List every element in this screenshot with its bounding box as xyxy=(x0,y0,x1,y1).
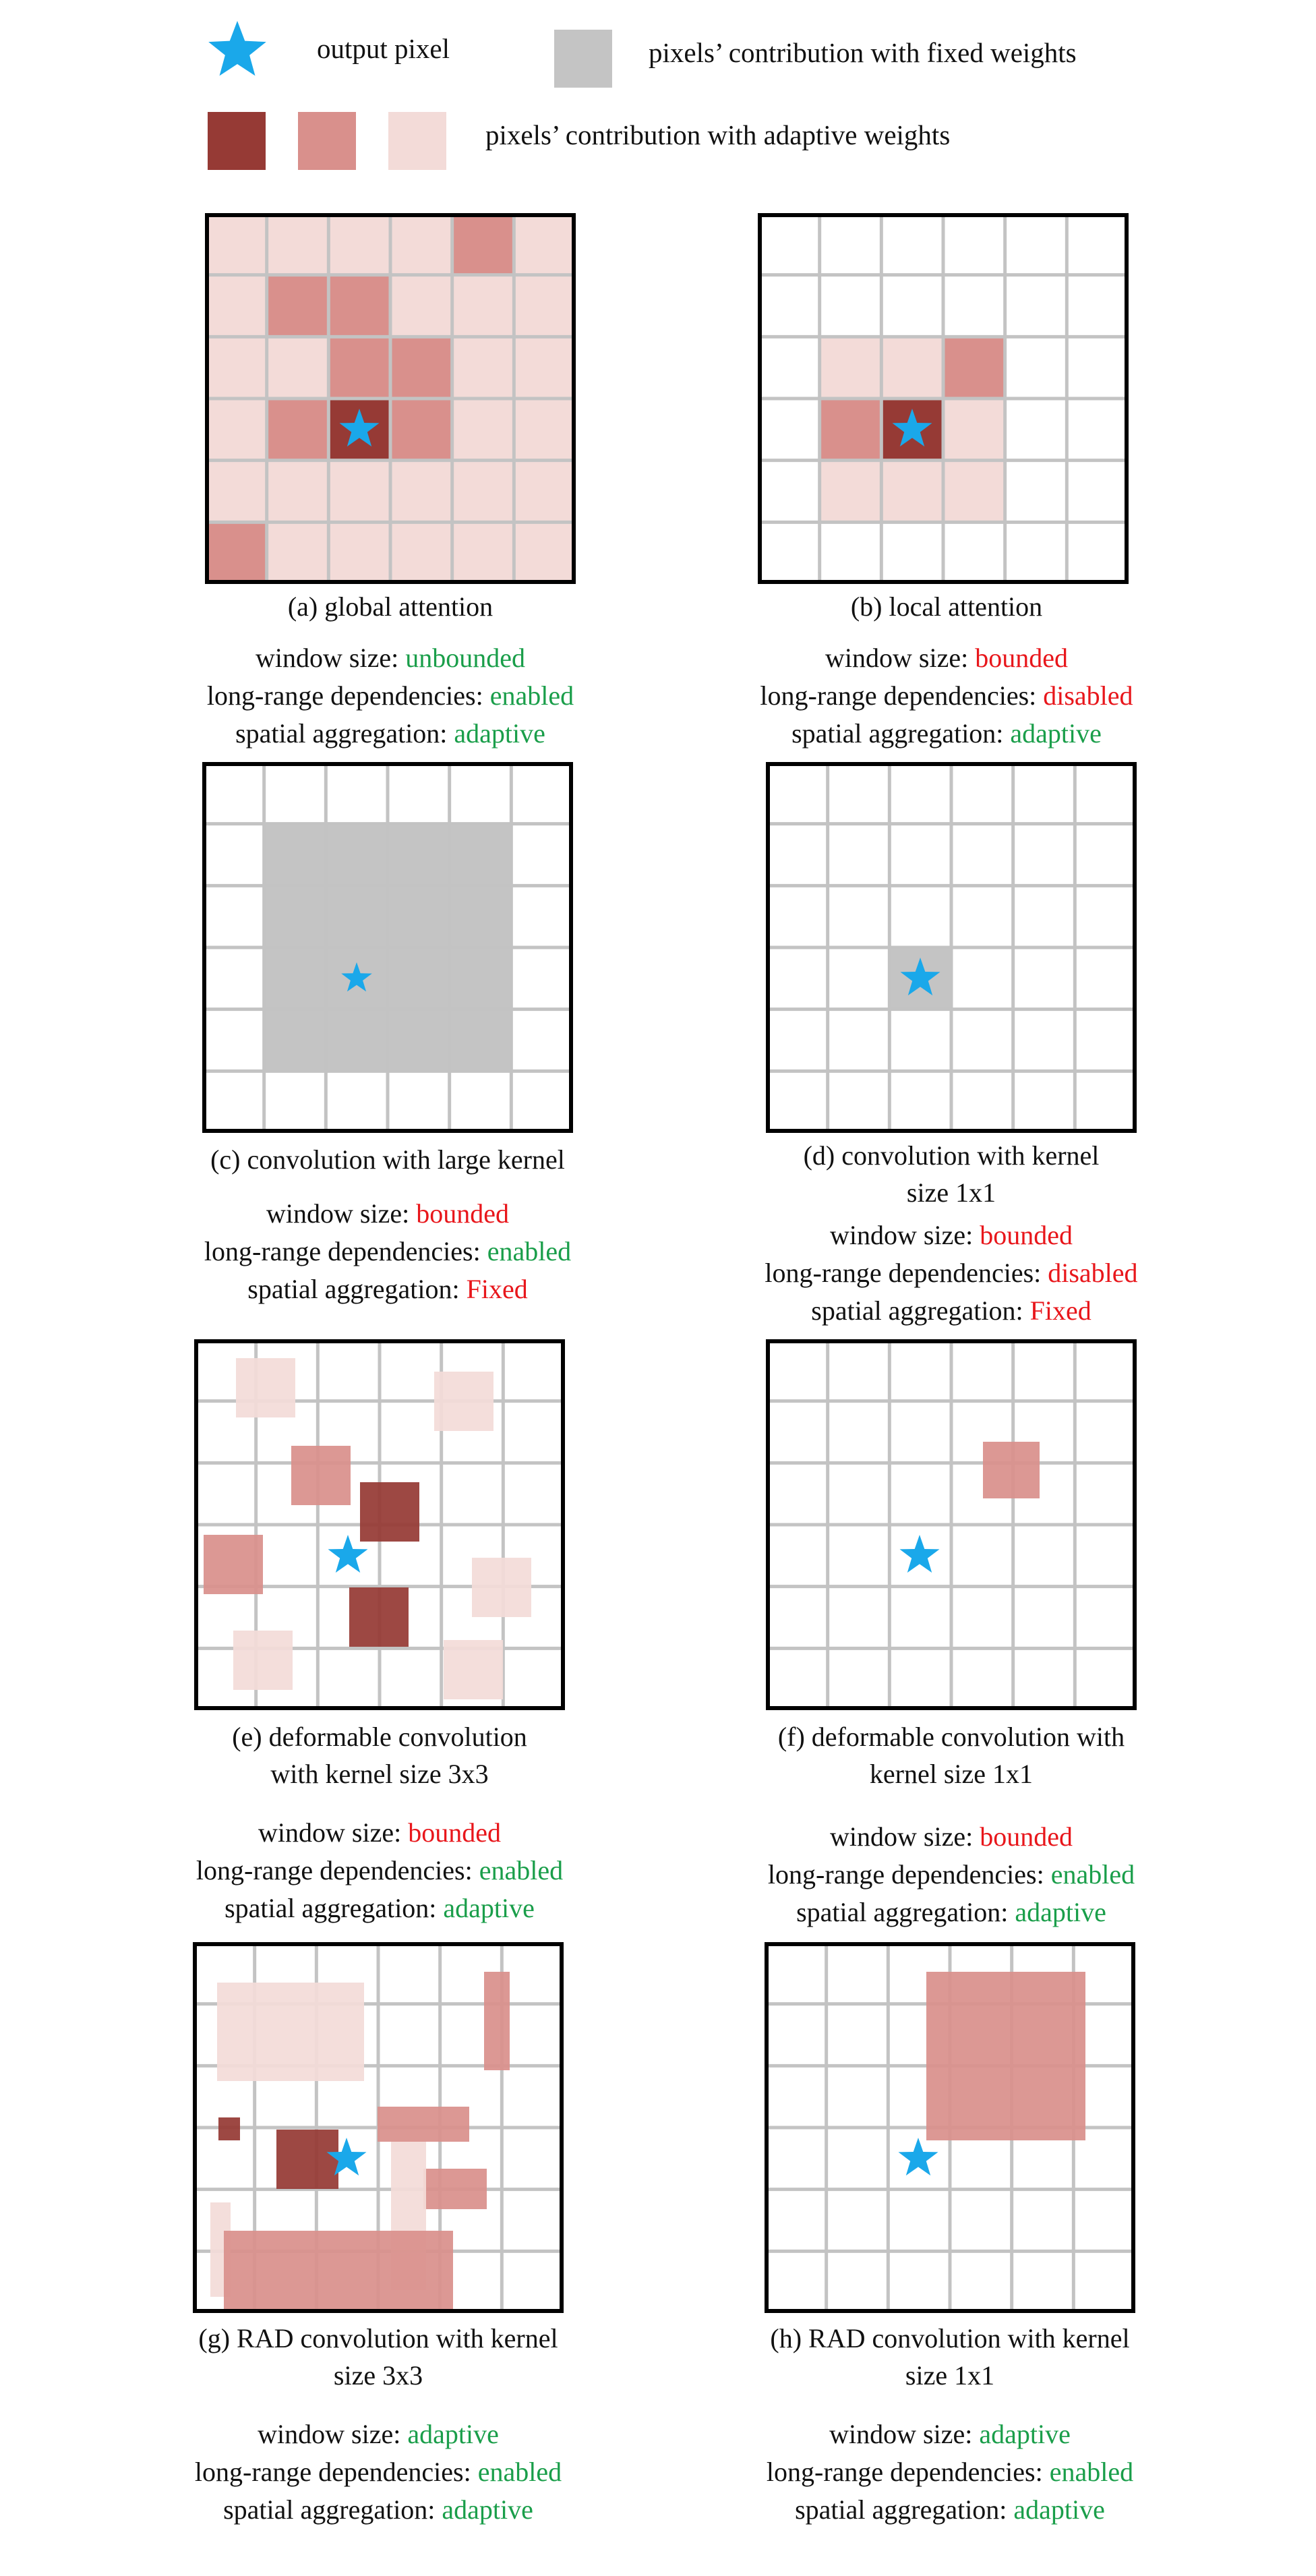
weighted-pixel-cell xyxy=(267,522,329,584)
panel-g-rad-3x3-grid xyxy=(193,1942,564,2313)
weighted-pixel-cell xyxy=(943,399,1005,461)
weighted-pixel-cell xyxy=(326,824,388,886)
caption-line: (e) deformable convolution xyxy=(232,1722,527,1752)
window-value: bounded xyxy=(975,643,1068,673)
caption-line: (h) RAD convolution with kernel xyxy=(770,2323,1130,2353)
prop-window: window size: bounded xyxy=(258,1817,501,1848)
panel-f-deformable-1x1-grid xyxy=(766,1339,1137,1710)
weighted-pixel-cell xyxy=(452,336,514,399)
weighted-pixel-cell xyxy=(514,336,576,399)
weighted-pixel-cell xyxy=(205,336,267,399)
caption-line: size 1x1 xyxy=(906,1177,996,1208)
sampled-pixel-region xyxy=(349,1587,409,1647)
sampled-pixel-region xyxy=(291,1446,351,1505)
window-value: adaptive xyxy=(979,2419,1071,2449)
prop-longrange: long-range dependencies: enabled xyxy=(206,680,574,711)
weighted-pixel-cell xyxy=(205,213,267,275)
weighted-pixel-cell xyxy=(514,213,576,275)
caption-line: (b) local attention xyxy=(850,591,1043,622)
weighted-pixel-cell xyxy=(450,1009,512,1072)
spatial-value: Fixed xyxy=(1029,1295,1091,1326)
legend-adaptive-light-swatch xyxy=(388,112,446,170)
weighted-pixel-cell xyxy=(390,522,452,584)
sampled-pixel-region xyxy=(444,1640,503,1699)
sampled-pixel-region xyxy=(217,1983,364,2081)
panel-h-caption xyxy=(680,2320,1220,2394)
prop-longrange: long-range dependencies: disabled xyxy=(765,1258,1138,1288)
weighted-pixel-cell xyxy=(820,336,882,399)
panel-b-caption xyxy=(677,588,1216,625)
weighted-pixel-cell xyxy=(264,947,326,1009)
panel-e-properties xyxy=(110,1814,649,1927)
panel-f-caption xyxy=(682,1718,1221,1792)
window-value: bounded xyxy=(980,1220,1073,1250)
weighted-pixel-cell xyxy=(326,1009,388,1072)
prop-longrange: long-range dependencies: enabled xyxy=(196,1855,564,1885)
window-value: bounded xyxy=(408,1817,501,1848)
longrange-value: disabled xyxy=(1048,1258,1138,1288)
panel-d-properties xyxy=(682,1217,1221,1330)
weighted-pixel-cell xyxy=(205,461,267,523)
sampled-pixel-region xyxy=(236,1358,295,1417)
spatial-value: adaptive xyxy=(1010,718,1102,749)
weighted-pixel-cell xyxy=(452,399,514,461)
panel-h-rad-1x1-grid xyxy=(765,1942,1135,2313)
prop-spatial: spatial aggregation: adaptive xyxy=(225,1893,535,1923)
spatial-value: adaptive xyxy=(1015,1897,1106,1927)
panel-a-properties xyxy=(121,639,660,753)
panel-f-properties xyxy=(682,1818,1221,1931)
weighted-pixel-cell xyxy=(452,522,514,584)
weighted-pixel-cell xyxy=(514,275,576,337)
legend-adaptive-mid-swatch xyxy=(298,112,356,170)
star-icon xyxy=(204,18,271,85)
sampled-pixel-region xyxy=(233,1631,293,1690)
panel-d-kernel-1x1-grid xyxy=(766,762,1137,1133)
caption-line: size 1x1 xyxy=(905,2360,995,2391)
weighted-pixel-cell xyxy=(881,461,943,523)
window-value: adaptive xyxy=(407,2419,499,2449)
weighted-pixel-cell xyxy=(452,275,514,337)
prop-spatial: spatial aggregation: adaptive xyxy=(223,2494,533,2525)
prop-longrange: long-range dependencies: enabled xyxy=(194,2457,562,2487)
prop-longrange: long-range dependencies: enabled xyxy=(767,1859,1135,1890)
spatial-value: adaptive xyxy=(443,1893,535,1923)
caption-line: (d) convolution with kernel xyxy=(803,1140,1100,1171)
weighted-pixel-cell xyxy=(328,213,390,275)
weighted-pixel-cell xyxy=(514,399,576,461)
weighted-pixel-cell xyxy=(388,885,450,947)
longrange-value: enabled xyxy=(479,1855,564,1885)
prop-spatial: spatial aggregation: adaptive xyxy=(235,718,545,749)
weighted-pixel-cell xyxy=(264,824,326,886)
panel-c-caption xyxy=(118,1141,657,1178)
sampled-pixel-region xyxy=(472,1558,531,1617)
weighted-pixel-cell xyxy=(328,522,390,584)
weighted-pixel-cell xyxy=(388,824,450,886)
sampled-pixel-region xyxy=(276,2130,338,2189)
sampled-pixel-region xyxy=(484,1972,510,2070)
prop-window: window size: bounded xyxy=(266,1198,509,1229)
caption-line: kernel size 1x1 xyxy=(869,1759,1034,1789)
prop-window: window size: unbounded xyxy=(256,643,525,673)
weighted-pixel-cell xyxy=(452,213,514,275)
prop-spatial: spatial aggregation: Fixed xyxy=(247,1274,528,1304)
legend-adaptive-dark-swatch xyxy=(208,112,266,170)
weighted-pixel-cell xyxy=(328,336,390,399)
weighted-pixel-cell xyxy=(450,947,512,1009)
weighted-pixel-cell xyxy=(390,213,452,275)
panel-d-caption xyxy=(682,1137,1221,1211)
weighted-pixel-cell xyxy=(450,824,512,886)
sampled-pixel-region xyxy=(434,1372,494,1431)
prop-window: window size: adaptive xyxy=(258,2419,499,2449)
longrange-value: enabled xyxy=(477,2457,562,2487)
caption-line: (a) global attention xyxy=(287,591,494,622)
weighted-pixel-cell xyxy=(390,461,452,523)
prop-window: window size: bounded xyxy=(825,643,1068,673)
prop-window: window size: bounded xyxy=(830,1220,1073,1250)
weighted-pixel-cell xyxy=(205,399,267,461)
spatial-value: Fixed xyxy=(466,1274,528,1304)
sampled-pixel-region xyxy=(926,1972,1085,2140)
weighted-pixel-cell xyxy=(205,275,267,337)
longrange-value: disabled xyxy=(1043,680,1133,711)
caption-line: size 3x3 xyxy=(333,2360,423,2391)
window-value: unbounded xyxy=(405,643,525,673)
prop-spatial: spatial aggregation: adaptive xyxy=(795,2494,1105,2525)
longrange-value: enabled xyxy=(1049,2457,1134,2487)
legend-fixed-swatch xyxy=(554,30,612,88)
panel-c-properties xyxy=(118,1195,657,1308)
spatial-value: adaptive xyxy=(1013,2494,1105,2525)
prop-longrange: long-range dependencies: disabled xyxy=(760,680,1133,711)
panel-b-properties xyxy=(677,639,1216,753)
prop-window: window size: adaptive xyxy=(829,2419,1071,2449)
sampled-pixel-region xyxy=(204,1535,263,1594)
legend-fixed-label: pixels’ contribution with fixed weights xyxy=(649,37,1077,68)
prop-spatial: spatial aggregation: adaptive xyxy=(796,1897,1106,1927)
panel-a-global-attention-grid xyxy=(205,213,576,584)
legend-adaptive-label: pixels’ contribution with adaptive weights xyxy=(485,119,951,150)
panel-g-properties xyxy=(109,2416,648,2529)
longrange-value: enabled xyxy=(1050,1859,1135,1890)
longrange-value: enabled xyxy=(489,680,574,711)
weighted-pixel-cell xyxy=(820,399,882,461)
prop-spatial: spatial aggregation: Fixed xyxy=(811,1295,1091,1326)
legend-output-pixel: output pixel xyxy=(317,33,450,64)
weighted-pixel-cell xyxy=(820,461,882,523)
weighted-pixel-cell xyxy=(943,461,1005,523)
panel-e-deformable-3x3-grid xyxy=(194,1339,565,1710)
sampled-pixel-region xyxy=(378,2107,469,2142)
weighted-pixel-cell xyxy=(452,461,514,523)
sampled-pixel-region xyxy=(360,1482,419,1542)
window-value: bounded xyxy=(416,1198,509,1229)
panel-g-caption xyxy=(109,2320,648,2394)
weighted-pixel-cell xyxy=(450,885,512,947)
weighted-pixel-cell xyxy=(264,885,326,947)
spatial-value: adaptive xyxy=(454,718,545,749)
weighted-pixel-cell xyxy=(388,947,450,1009)
caption-line: (c) convolution with large kernel xyxy=(210,1144,565,1175)
weighted-pixel-cell xyxy=(514,522,576,584)
caption-line: with kernel size 3x3 xyxy=(270,1759,489,1789)
weighted-pixel-cell xyxy=(267,213,329,275)
sampled-pixel-region xyxy=(224,2231,453,2313)
longrange-value: enabled xyxy=(487,1236,572,1266)
weighted-pixel-cell xyxy=(328,461,390,523)
weighted-pixel-cell xyxy=(267,461,329,523)
weighted-pixel-cell xyxy=(390,399,452,461)
spatial-value: adaptive xyxy=(442,2494,533,2525)
panel-a-caption xyxy=(121,588,660,625)
prop-spatial: spatial aggregation: adaptive xyxy=(791,718,1102,749)
panel-c-large-kernel-grid xyxy=(202,762,573,1133)
weighted-pixel-cell xyxy=(943,336,1005,399)
sampled-pixel-region xyxy=(218,2117,240,2140)
sampled-pixel-region xyxy=(423,2169,487,2209)
prop-longrange: long-range dependencies: enabled xyxy=(766,2457,1134,2487)
weighted-pixel-cell xyxy=(267,399,329,461)
panel-b-local-attention-grid xyxy=(758,213,1129,584)
sampled-pixel-region xyxy=(983,1442,1040,1498)
window-value: bounded xyxy=(980,1821,1073,1852)
caption-line: (g) RAD convolution with kernel xyxy=(198,2323,558,2353)
weighted-pixel-cell xyxy=(388,1009,450,1072)
prop-window: window size: bounded xyxy=(830,1821,1073,1852)
panel-h-properties xyxy=(680,2416,1220,2529)
weighted-pixel-cell xyxy=(328,275,390,337)
weighted-pixel-cell xyxy=(390,275,452,337)
weighted-pixel-cell xyxy=(514,461,576,523)
weighted-pixel-cell xyxy=(264,1009,326,1072)
weighted-pixel-cell xyxy=(326,885,388,947)
weighted-pixel-cell xyxy=(881,336,943,399)
weighted-pixel-cell xyxy=(390,336,452,399)
panel-e-caption xyxy=(110,1718,649,1792)
weighted-pixel-cell xyxy=(267,336,329,399)
prop-longrange: long-range dependencies: enabled xyxy=(204,1236,572,1266)
caption-line: (f) deformable convolution with xyxy=(777,1722,1125,1752)
weighted-pixel-cell xyxy=(205,522,267,584)
weighted-pixel-cell xyxy=(267,275,329,337)
